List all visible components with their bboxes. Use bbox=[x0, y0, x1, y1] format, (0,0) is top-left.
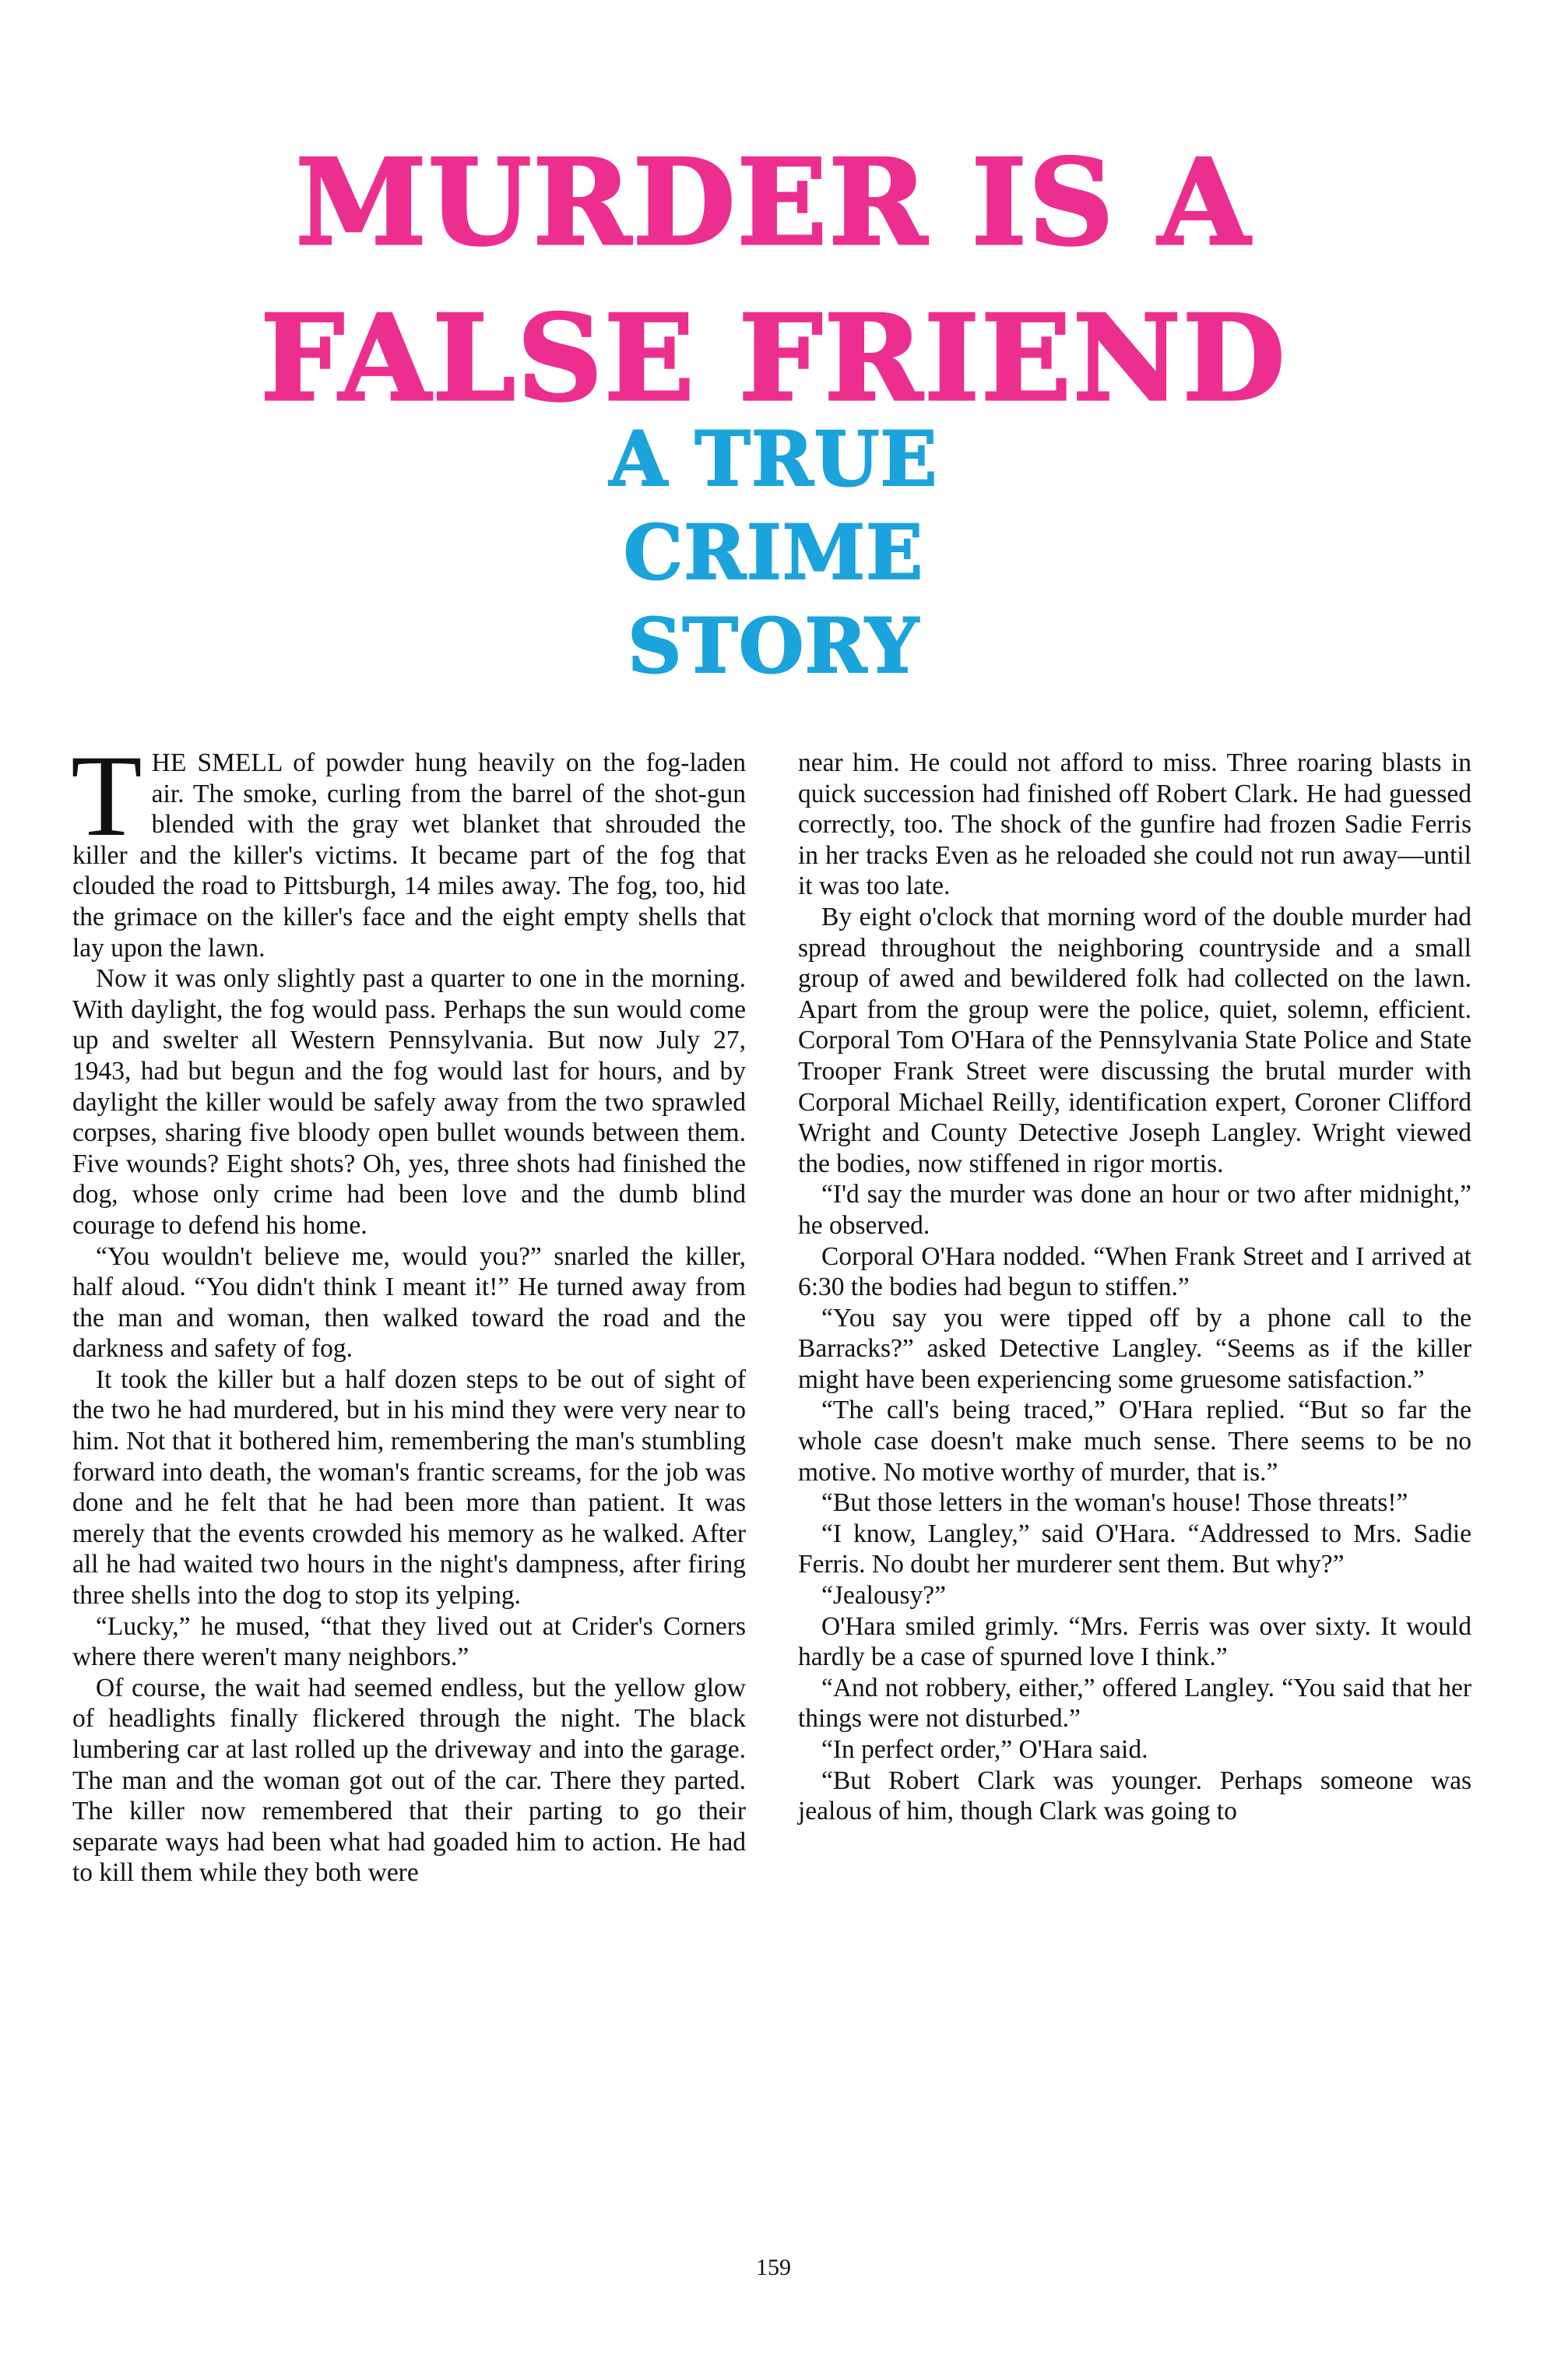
paragraph: “But those letters in the woman's house! Those threats!” bbox=[821, 1488, 1408, 1518]
subtitle-line-3: STORY bbox=[628, 602, 919, 690]
drop-cap: T bbox=[71, 731, 142, 861]
title-line-1: MURDER IS A bbox=[295, 132, 1252, 272]
paragraph-continuation: near him. He could not afford to miss. Three roaring blasts in quick succession had finished off Robert Clark. He had guessed correctly, too. The shock of the gunfire had frozen Sadie Ferris in her tracks Even as he reloaded she could not run away—until it was too late. bbox=[798, 748, 1471, 901]
paragraph: By eight o'clock that morning word of the double murder had spread throughout the neighboring countryside and a small group of awed and bewildered folk had collected on the lawn. Apart from the group were the police, quiet, solemn, efficient. Corporal Tom O'Hara of the Pennsylvania State Police and State Trooper Frank Street were discussing the brutal murder with Corporal Michael Reilly, identification expert, Coroner Clifford Wright and County Detective Joseph Langley. Wright viewed the bodies, now stiffened in rigor mortis. bbox=[798, 902, 1471, 1178]
subtitle-line-1: A TRUE bbox=[609, 415, 938, 503]
paragraph: Corporal O'Hara nodded. “When Frank Street and I arrived at 6:30 the bodies had begun to stiffen.” bbox=[798, 1241, 1471, 1302]
subtitle-line-2: CRIME bbox=[623, 509, 924, 597]
title-line-2: FALSE FRIEND bbox=[260, 288, 1287, 428]
page-number: 159 bbox=[756, 2255, 791, 2280]
left-column bbox=[71, 731, 746, 1889]
paragraph: “I know, Langley,” said O'Hara. “Addressed to Mrs. Sadie Ferris. No doubt her murderer sent them. But why?” bbox=[798, 1519, 1471, 1579]
story-title bbox=[0, 125, 1547, 436]
opening-text: HE SMELL of powder hung heavily on the fog-laden air. The smoke, curling from the barrel of the shot-gun blended with the gray wet blanket that shrouded the killer and the killer's victims. It became part of the fog that clouded the road to Pittsburgh, 14 miles away. The fog, too, hid the grimace on the killer's face and the eight empty shells that lay upon the lawn. bbox=[72, 748, 746, 963]
paragraph-opening bbox=[71, 731, 746, 963]
paragraph: “And not robbery, either,” offered Langley. “You said that her things were not disturbed.” bbox=[798, 1673, 1471, 1734]
paragraph: “You say you were tipped off by a phone call to the Barracks?” asked Detective Langley. “Seems as if the killer might have been experiencing some gruesome satisfaction.” bbox=[798, 1303, 1471, 1394]
paragraph: “Jealousy?” bbox=[821, 1581, 946, 1611]
paragraph: O'Hara smiled grimly. “Mrs. Ferris was over sixty. It would hardly be a case of spurned love I think.” bbox=[798, 1611, 1471, 1672]
paragraph: Of course, the wait had seemed endless, but the yellow glow of headlights finally flickered through the night. The black lumbering car at last rolled up the driveway and into the garage. The man and the woman got out of the car. There they parted. The killer now remembered that their parting to go their separate ways had been what had goaded him to action. He had to kill them while they both were bbox=[72, 1673, 746, 1888]
paragraph: “You wouldn't believe me, would you?” snarled the killer, half aloud. “You didn't think I meant it!” He turned away from the man and woman, then walked toward the road and the darkness and safety of fog. bbox=[72, 1241, 746, 1364]
paragraph: Now it was only slightly past a quarter to one in the morning. With daylight, the fog would pass. Perhaps the sun would come up and swelter all Western Pennsylvania. But now July 27, 1943, had but begun and the fog would last for hours, and by daylight the killer would be safely away from the two sprawled corpses, sharing five bloody open bullet wounds between them. Five wounds? Eight shots? Oh, yes, three shots had finished the dog, whose only crime had been love and the dumb blind courage to defend his home. bbox=[72, 964, 746, 1240]
paragraph: It took the killer but a half dozen steps to be out of sight of the two he had murdered, but in his mind they were very near to him. Not that it bothered him, remembering the man's stumbling forward into death, the woman's frantic screams, for the job was done and he felt that he had been more than patient. It was merely that the events crowded his memory as he walked. After all he had waited two hours in the night's dampness, after firing three shells into the dog to stop its yelping. bbox=[72, 1364, 746, 1611]
paragraph: “Lucky,” he mused, “that they lived out at Crider's Corners where there weren't many neighbors.” bbox=[72, 1611, 746, 1672]
paragraph: “I'd say the murder was done an hour or two after midnight,” he observed. bbox=[798, 1180, 1471, 1240]
story-subtitle bbox=[0, 413, 1547, 693]
paragraph: “But Robert Clark was younger. Perhaps someone was jealous of him, though Clark was going to bbox=[798, 1766, 1471, 1826]
paragraph: “In perfect order,” O'Hara said. bbox=[821, 1735, 1148, 1764]
paragraph: “The call's being traced,” O'Hara replied. “But so far the whole case doesn't make much sense. There seems to be no motive. No motive worthy of murder, that is.” bbox=[798, 1396, 1471, 1487]
right-column bbox=[798, 748, 1471, 1827]
